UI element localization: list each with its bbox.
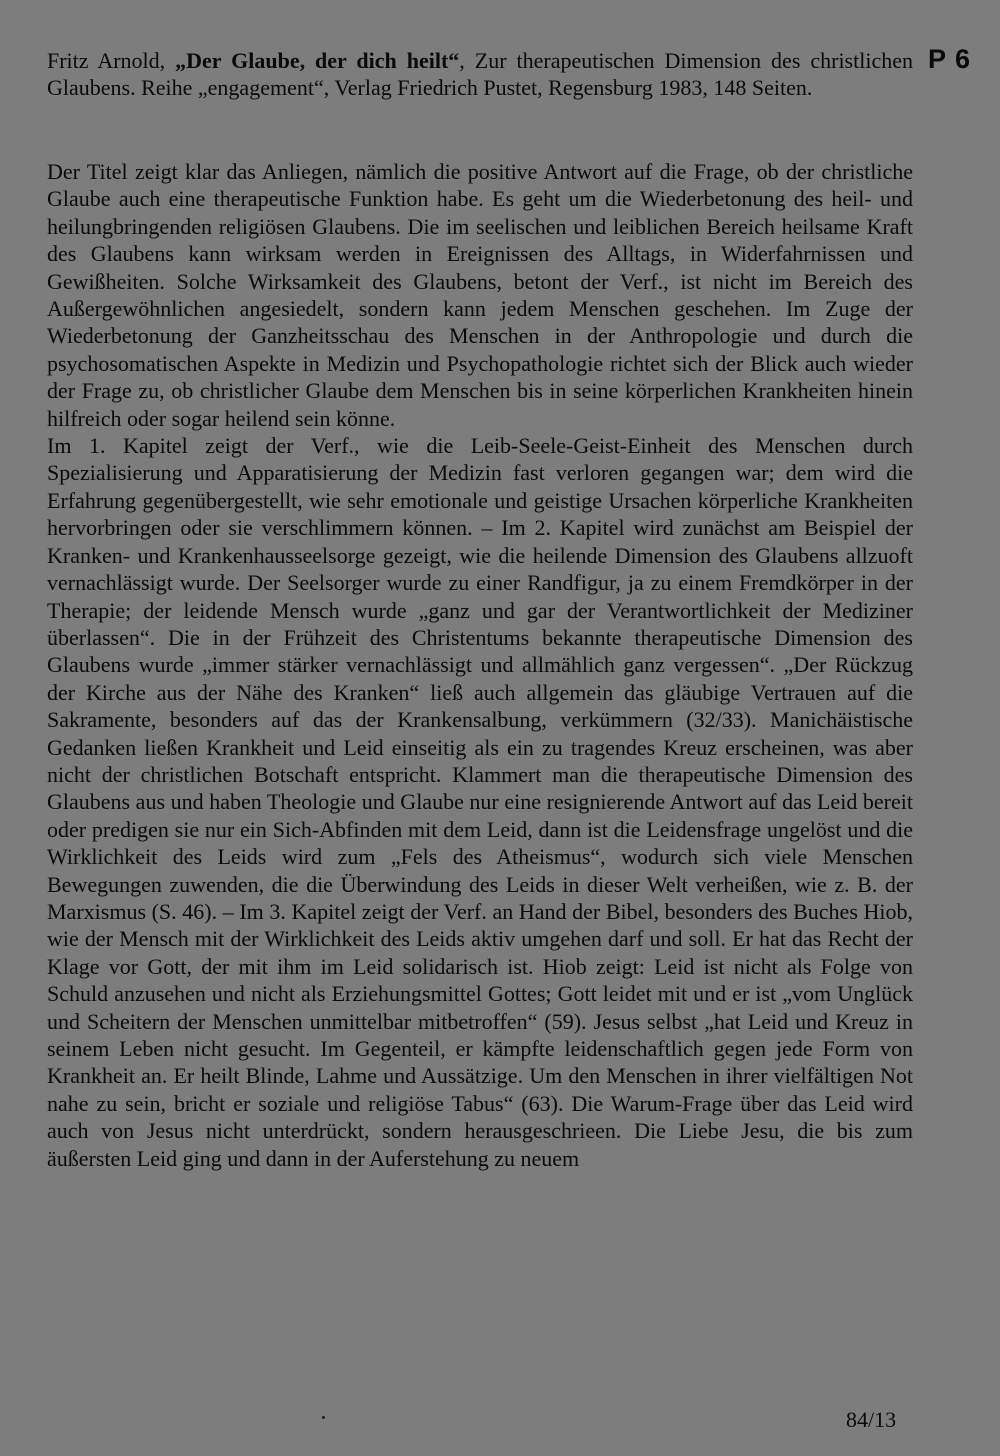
citation-author: Fritz Arnold, xyxy=(47,48,176,73)
citation xyxy=(47,47,913,102)
paragraph-2: Im 1. Kapitel zeigt der Verf., wie die Leib-Seele-Geist-Einheit des Menschen durch Spezialisierung und Apparatisierung der Medizin fast verloren gegangen war; dem wird die Erfahrung gegenübergestellt, wie sehr emotionale und geistige Ursachen körperliche Krankheiten hervorbringen oder sie verschlimmern können. – Im 2. Kapitel wird zunächst am Beispiel der Kranken- und Krankenhausseelsorge gezeigt, wie die heilende Dimension des Glaubens allzuoft vernachlässigt wurde. Der Seelsorger wurde zu einer Randfigur, ja zu einem Fremdkörper in der Therapie; der leidende Mensch wurde „ganz und gar der Verantwortlichkeit der Mediziner überlassen“. Die in der Frühzeit des Christentums bekannte therapeutische Dimension des Glaubens wurde „immer stärker vernachlässigt und allmählich ganz vergessen“. „Der Rückzug der Kirche aus der Nähe des Kranken“ ließ auch allgemein das gläubige Vertrauen auf die Sakramente, besonders auf das der Krankensalbung, verkümmern (32/33). Manichäistische Gedanken ließen Krankheit und Leid einseitig als ein zu tragendes Kreuz erscheinen, was aber nicht der christlichen Botschaft entspricht. Klammert man die therapeutische Dimension des Glaubens aus und haben Theologie und Glaube nur eine resignierende Antwort auf das Leid bereit oder predigen sie nur ein Sich-Abfinden mit dem Leid, dann ist die Leidensfrage ungelöst und die Wirklichkeit des Leids wird zum „Fels des Atheismus“, wodurch sich viele Menschen Bewegungen zuwenden, die die Überwindung des Leids in dieser Welt verheißen, wie z. B. der Marxismus (S. 46). – Im 3. Kapitel zeigt der Verf. an Hand der Bibel, besonders des Buches Hiob, wie der Mensch mit der Wirklichkeit des Leids aktiv umgehen darf und soll. Er hat das Recht der Klage vor Gott, der mit ihm im Leid solidarisch ist. Hiob zeigt: Leid ist nicht als Folge von Schuld anzusehen und nicht als Erziehungsmittel Gottes; Gott leidet mit und er ist „vom Unglück und Scheitern der Menschen unmittelbar mitbetroffen“ (59). Jesus selbst „hat Leid und Kreuz in seinem Leben nicht gesucht. Im Gegenteil, er kämpfte leidenschaftlich gegen jede Form von Krankheit an. Er heilt Blinde, Lahme und Aussätzige. Um den Menschen in ihrer vielfältigen Not nahe zu sein, bricht er soziale und religiöse Tabus“ (63). Die Warum-Frage über das Leid wird auch von Jesus nicht unterdrückt, sondern herausgeschrieen. Die Liebe Jesu, die bis zum äußersten Leid ging und dann in der Auferstehung zu neuem xyxy=(47,433,913,1171)
page-number: 84/13 xyxy=(846,1407,897,1432)
paragraph-1: Der Titel zeigt klar das Anliegen, nämlich die positive Antwort auf die Frage, ob der christliche Glaube auch eine therapeutische Funktion habe. Es geht um die Wiederbetonung des heil- und heilungbringenden religiösen Glaubens. Die im seelischen und leiblichen Bereich heilsame Kraft des Glaubens kann wirksam werden in Ereignissen des Alltags, in Widerfahrnissen und Gewißheiten. Solche Wirksamkeit des Glaubens, betont der Verf., ist nicht im Bereich des Außergewöhnlichen angesiedelt, sondern kann jedem Menschen geschehen. Im Zuge der Wiederbetonung der Ganzheitsschau des Menschen in der Anthropologie und durch die psychosomatischen Aspekte in Medizin und Psychopathologie richtet sich der Blick auch wieder der Frage zu, ob christlicher Glaube dem Menschen bis in seine körperlichen Krankheiten hinein hilfreich oder sogar heilend sein könne. xyxy=(47,159,913,431)
section-mark: P 6 xyxy=(928,44,972,74)
review-body xyxy=(47,158,913,1172)
citation-header xyxy=(47,47,913,102)
scan-speck xyxy=(322,1416,325,1419)
citation-title: „Der Glaube, der dich heilt“ xyxy=(175,48,460,73)
citation-details: , Zur therapeutischen Dimension des christlichen Glaubens. Reihe „engagement“, Verlag Friedrich Pustet, Regensburg 1983, 148 Seiten. xyxy=(47,48,913,101)
